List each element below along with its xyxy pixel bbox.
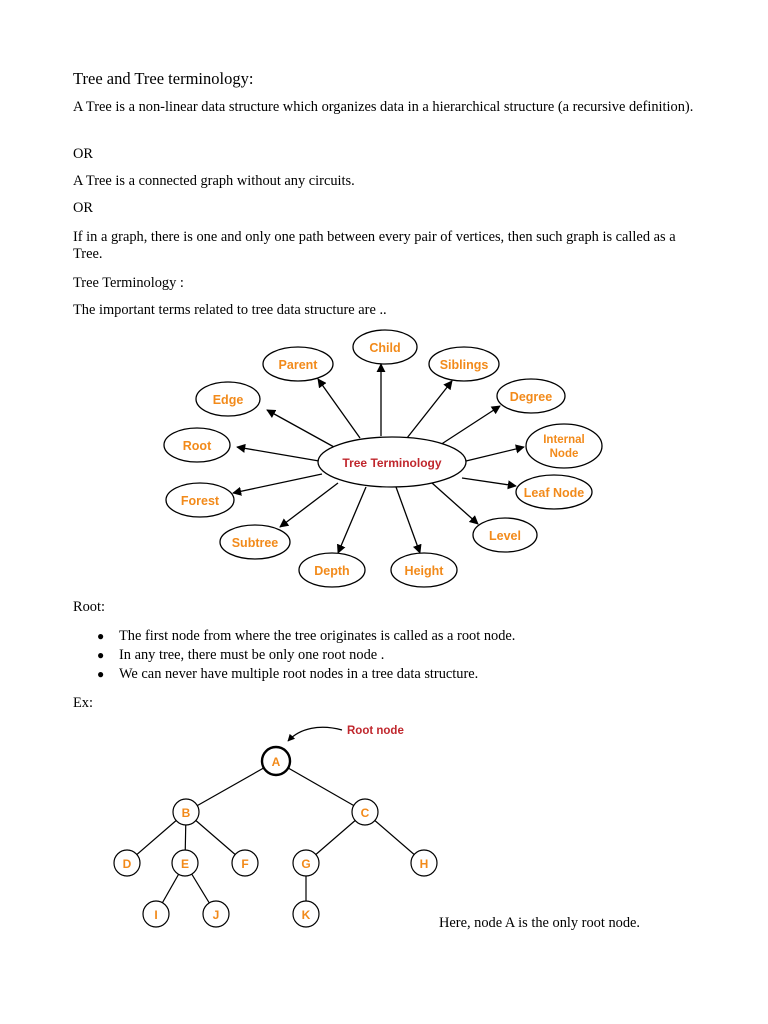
root-bullet-list (73, 627, 693, 684)
arrow-internal-node (466, 447, 524, 461)
node-a-label: A (271, 755, 281, 769)
bullet-dot-icon: ● (97, 629, 105, 643)
list-item (73, 665, 693, 684)
node-g-label: G (301, 857, 311, 871)
center-label: Tree Terminology (342, 456, 442, 470)
term-depth: Depth (314, 564, 350, 578)
list-item (73, 627, 693, 646)
definition-2: A Tree is a connected graph without any circuits. (73, 173, 355, 189)
arrow-subtree (280, 483, 338, 527)
arrow-siblings (407, 381, 452, 438)
term-edge: Edge (212, 393, 244, 407)
node-k-label: K (301, 908, 311, 922)
node-f-label: F (241, 857, 249, 871)
node-d-label: D (122, 857, 132, 871)
term-root: Root (182, 439, 212, 453)
node-j-label: J (212, 908, 220, 922)
or-separator-2: OR (73, 200, 93, 216)
bullet-text: We can never have multiple root nodes in a tree data structure. (119, 666, 479, 682)
term-level: Level (489, 529, 521, 543)
term-height: Height (404, 564, 444, 578)
arrow-forest (233, 474, 322, 493)
term-internal-line1: Internal (543, 434, 585, 446)
or-separator-1: OR (73, 146, 93, 162)
example-tree (114, 725, 437, 927)
root-heading: Root: (73, 599, 105, 615)
edge-a-b (186, 761, 276, 812)
arrow-root (237, 447, 319, 461)
bullet-text: In any tree, there must be only one root node . (119, 647, 385, 663)
root-pointer-arrow (288, 727, 342, 741)
terminology-intro: The important terms related to tree data structure are .. (73, 302, 387, 318)
bullet-text: The first node from where the tree originates is called as a root node. (119, 628, 516, 644)
arrow-degree (440, 406, 500, 445)
node-i-label: I (154, 908, 158, 922)
arrow-leaf-node (462, 478, 516, 486)
terminology-heading: Tree Terminology : (73, 275, 184, 291)
arrow-level (432, 483, 478, 524)
edge-a-c (276, 761, 365, 812)
term-degree: Degree (509, 390, 553, 404)
definition-1: A Tree is a non-linear data structure which organizes data in a hierarchical structure (a recursive definition). (73, 99, 694, 115)
node-c-label: C (360, 806, 370, 820)
node-h-label: H (419, 857, 429, 871)
term-internal-line2: Node (549, 448, 579, 460)
arrow-parent (318, 379, 360, 438)
term-subtree: Subtree (231, 536, 279, 550)
term-siblings: Siblings (439, 358, 489, 372)
example-caption: Here, node A is the only root node. (439, 915, 641, 931)
node-b-label: B (181, 806, 191, 820)
arrow-depth (338, 487, 366, 553)
term-child: Child (369, 341, 401, 355)
term-leaf-node: Leaf Node (523, 486, 585, 500)
root-node-pointer-label: Root node (347, 725, 404, 737)
example-label: Ex: (73, 695, 93, 711)
list-item (73, 646, 693, 665)
page-title: Tree and Tree terminology: (73, 69, 254, 88)
arrow-height (396, 487, 420, 553)
internal-node-ellipse (526, 424, 602, 468)
arrow-edge (267, 410, 334, 447)
term-parent: Parent (278, 358, 318, 372)
bullet-dot-icon: ● (97, 667, 105, 681)
term-forest: Forest (180, 494, 220, 508)
bullet-dot-icon: ● (97, 648, 105, 662)
node-e-label: E (180, 857, 190, 871)
definition-3: If in a graph, there is one and only one path between every pair of vertices, then such graph is called as a Tree. (73, 229, 676, 262)
